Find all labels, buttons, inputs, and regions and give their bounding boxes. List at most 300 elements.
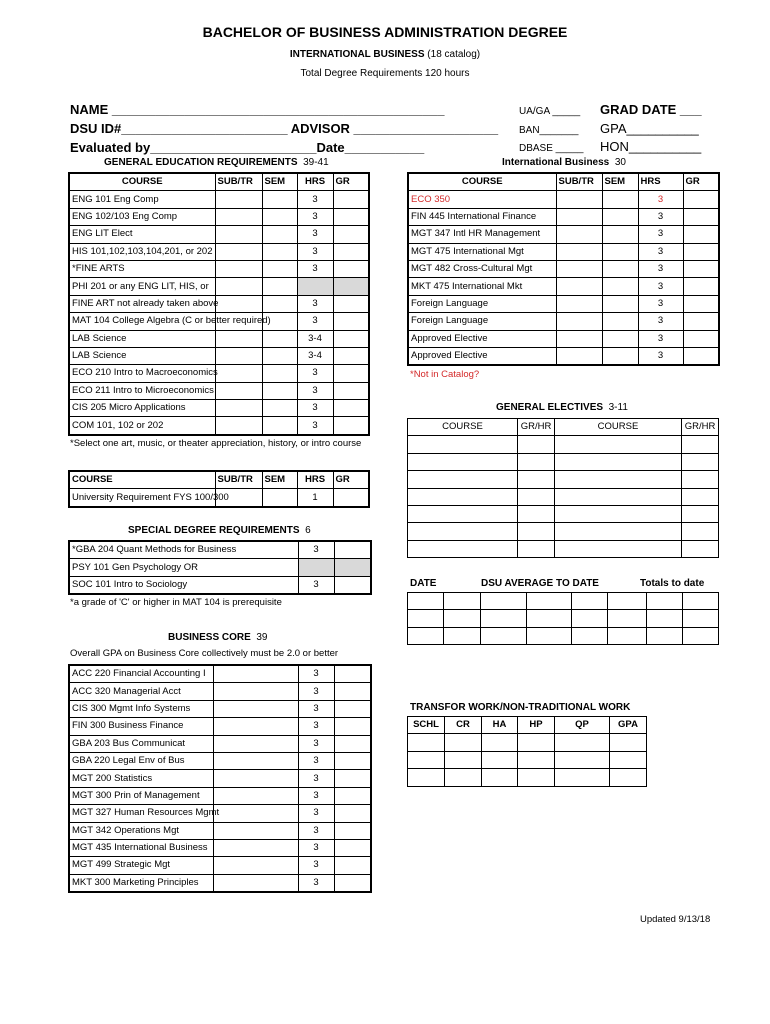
- course-cell: ECO 350: [408, 191, 556, 208]
- entry-cell[interactable]: [408, 610, 444, 627]
- course-cell: MGT 342 Operations Mgt: [69, 822, 213, 839]
- entry-cell[interactable]: [518, 436, 555, 453]
- sem-cell[interactable]: [262, 400, 297, 417]
- course-cell: MAT 104 College Algebra (C or better required): [69, 313, 215, 330]
- name-field[interactable]: NAME ______________________________________________: [70, 102, 445, 117]
- grade-cell[interactable]: [333, 243, 369, 260]
- transfer-title: TRANSFOR WORK/NON-TRADITIONAL WORK: [410, 702, 631, 713]
- table-row: [408, 593, 719, 610]
- course-cell: GBA 203 Bus Communicat: [69, 735, 213, 752]
- column-header: GR: [683, 173, 719, 191]
- entry-cell[interactable]: [444, 610, 481, 627]
- sem-cell[interactable]: [262, 243, 297, 260]
- table-header-row: [408, 717, 647, 734]
- column-header: SCHL: [408, 717, 445, 734]
- subtr-cell[interactable]: [556, 260, 602, 277]
- gen-ed-title: GENERAL EDUCATION REQUIREMENTS 39-41: [104, 157, 329, 168]
- entry-cell[interactable]: [608, 627, 647, 644]
- entry-cell[interactable]: [518, 453, 555, 470]
- table-row: [69, 665, 371, 683]
- entry-cell[interactable]: [555, 488, 682, 505]
- column-header: CR: [445, 717, 482, 734]
- entry-cell[interactable]: [683, 610, 719, 627]
- table-row: [69, 400, 369, 417]
- subtr-cell[interactable]: [556, 191, 602, 208]
- table-row: [69, 295, 369, 312]
- table-row: [69, 735, 371, 752]
- grade-cell[interactable]: [683, 347, 719, 365]
- sem-cell[interactable]: [602, 295, 638, 312]
- entry-cell[interactable]: [408, 769, 445, 786]
- subtr-cell[interactable]: [213, 839, 298, 856]
- sem-cell[interactable]: [602, 330, 638, 347]
- subtr-cell[interactable]: [213, 665, 298, 683]
- grade-cell[interactable]: [333, 191, 369, 208]
- grade-cell[interactable]: [683, 330, 719, 347]
- entry-cell[interactable]: [683, 627, 719, 644]
- course-cell: HIS 101,102,103,104,201, or 202: [69, 243, 215, 260]
- sem-cell[interactable]: [262, 330, 297, 347]
- entry-cell[interactable]: [518, 471, 555, 488]
- hrs-cell: 3: [298, 770, 334, 787]
- table-row: [69, 700, 371, 717]
- subtr-cell[interactable]: [556, 208, 602, 225]
- column-header: HRS: [297, 173, 333, 191]
- course-cell: ECO 211 Intro to Microeconomics: [69, 382, 215, 399]
- grade-cell[interactable]: [683, 208, 719, 225]
- grade-cell[interactable]: [683, 260, 719, 277]
- hrs-cell: 3: [298, 665, 334, 683]
- intl-note: *Not in Catalog?: [410, 369, 480, 380]
- hrs-cell: 3: [638, 191, 683, 208]
- sem-cell[interactable]: [602, 260, 638, 277]
- course-cell: *GBA 204 Quant Methods for Business: [69, 541, 298, 559]
- grade-cell[interactable]: [683, 243, 719, 260]
- ban-field[interactable]: BAN_______: [519, 125, 579, 136]
- entry-cell[interactable]: [444, 593, 481, 610]
- intl-title: International Business 30: [502, 157, 626, 168]
- subtr-cell[interactable]: [213, 770, 298, 787]
- grade-cell[interactable]: [334, 576, 371, 594]
- table-row: [408, 208, 719, 225]
- grade-cell[interactable]: [333, 260, 369, 277]
- subtr-cell[interactable]: [213, 683, 298, 700]
- course-cell: MKT 475 International Mkt: [408, 278, 556, 295]
- grade-cell[interactable]: [334, 541, 371, 559]
- entry-cell[interactable]: [408, 627, 444, 644]
- program-name: INTERNATIONAL BUSINESS: [289, 49, 425, 60]
- sem-cell[interactable]: [262, 347, 297, 364]
- grade-cell[interactable]: [683, 226, 719, 243]
- subtr-cell[interactable]: [213, 787, 298, 804]
- entry-cell[interactable]: [683, 593, 719, 610]
- entry-cell[interactable]: [682, 453, 719, 470]
- entry-cell[interactable]: [518, 488, 555, 505]
- subtr-cell[interactable]: [215, 191, 262, 208]
- sem-cell[interactable]: [602, 278, 638, 295]
- column-header: QP: [555, 717, 610, 734]
- course-cell: Approved Elective: [408, 330, 556, 347]
- table-row: [69, 226, 369, 243]
- business-core-note: Overall GPA on Business Core collectively must be 2.0 or better: [70, 648, 339, 659]
- entry-cell[interactable]: [518, 751, 555, 768]
- hrs-cell: 3: [298, 718, 334, 735]
- entry-cell[interactable]: [608, 610, 647, 627]
- entry-cell[interactable]: [572, 627, 608, 644]
- column-header: SUB/TR: [556, 173, 602, 191]
- gpa-field[interactable]: GPA__________: [600, 121, 699, 136]
- column-header: SEM: [262, 471, 297, 489]
- subtr-cell[interactable]: [215, 226, 262, 243]
- subtr-cell[interactable]: [556, 226, 602, 243]
- subtr-cell[interactable]: [215, 330, 262, 347]
- updated-date: Updated 9/13/18: [640, 914, 711, 925]
- subtr-cell[interactable]: [213, 752, 298, 769]
- subtr-cell[interactable]: [556, 278, 602, 295]
- sem-cell[interactable]: [602, 191, 638, 208]
- course-cell: PSY 101 Gen Psychology OR: [69, 559, 298, 576]
- subtr-cell[interactable]: [213, 700, 298, 717]
- entry-cell[interactable]: [682, 540, 719, 557]
- table-row: [408, 436, 719, 453]
- entry-cell[interactable]: [647, 627, 683, 644]
- subtr-cell[interactable]: [213, 735, 298, 752]
- subtr-cell[interactable]: [556, 313, 602, 330]
- grade-cell[interactable]: [333, 347, 369, 364]
- table-header-row: [69, 173, 369, 191]
- course-cell: University Requirement FYS 100/300: [69, 489, 215, 507]
- hrs-cell: 3: [298, 822, 334, 839]
- course-cell: ACC 220 Financial Accounting I: [69, 665, 213, 683]
- grade-cell[interactable]: [683, 191, 719, 208]
- sem-cell[interactable]: [262, 417, 297, 435]
- table-row: [69, 417, 369, 435]
- entry-cell[interactable]: [445, 751, 482, 768]
- entry-cell[interactable]: [682, 471, 719, 488]
- subtr-cell[interactable]: [556, 347, 602, 365]
- table-row: [69, 874, 371, 892]
- hrs-cell: 3: [638, 243, 683, 260]
- grade-cell[interactable]: [333, 226, 369, 243]
- grade-cell[interactable]: [683, 278, 719, 295]
- grade-cell[interactable]: [334, 874, 371, 892]
- entry-cell[interactable]: [610, 769, 647, 786]
- grade-cell[interactable]: [334, 805, 371, 822]
- hrs-cell: 3: [298, 683, 334, 700]
- grade-cell[interactable]: [333, 295, 369, 312]
- table-row: [69, 365, 369, 382]
- subtr-cell[interactable]: [215, 365, 262, 382]
- column-header: HRS: [638, 173, 683, 191]
- table-row: [408, 191, 719, 208]
- column-header: GPA: [610, 717, 647, 734]
- sem-cell[interactable]: [262, 191, 297, 208]
- column-header: GR/HR: [518, 419, 555, 436]
- program-catalog: (18 catalog): [427, 49, 481, 60]
- sem-cell[interactable]: [262, 365, 297, 382]
- grade-cell[interactable]: [333, 382, 369, 399]
- table-row: [69, 489, 369, 507]
- entry-cell[interactable]: [555, 453, 682, 470]
- entry-cell[interactable]: [481, 610, 527, 627]
- subtr-cell[interactable]: [215, 295, 262, 312]
- dsu-advisor-field[interactable]: DSU ID#_______________________ ADVISOR ____________________: [70, 121, 499, 136]
- sem-cell[interactable]: [262, 382, 297, 399]
- table-row: [408, 471, 719, 488]
- dsu-totals-label: Totals to date: [640, 578, 705, 589]
- column-header: COURSE: [69, 173, 215, 191]
- course-cell: ECO 210 Intro to Macroeconomics: [69, 365, 215, 382]
- grade-cell[interactable]: [334, 665, 371, 683]
- entry-cell[interactable]: [527, 593, 572, 610]
- sem-cell[interactable]: [262, 226, 297, 243]
- course-cell: FINE ART not already taken above: [69, 295, 215, 312]
- course-cell: Approved Elective: [408, 347, 556, 365]
- grade-cell[interactable]: [683, 295, 719, 312]
- grade-cell[interactable]: [333, 417, 369, 435]
- course-cell: ENG LIT Elect: [69, 226, 215, 243]
- entry-cell[interactable]: [518, 769, 555, 786]
- sem-cell[interactable]: [602, 347, 638, 365]
- hrs-cell: 3: [298, 576, 334, 594]
- entry-cell[interactable]: [555, 523, 682, 540]
- entry-cell[interactable]: [527, 627, 572, 644]
- hrs-cell: 3: [638, 313, 683, 330]
- column-header: GR: [333, 173, 369, 191]
- table-row: [69, 576, 371, 594]
- entry-cell[interactable]: [408, 488, 518, 505]
- grade-cell[interactable]: [333, 400, 369, 417]
- hrs-cell: 3: [297, 191, 333, 208]
- table-row: [69, 243, 369, 260]
- hrs-cell: 3: [638, 330, 683, 347]
- entry-cell[interactable]: [555, 734, 610, 751]
- entry-cell[interactable]: [408, 505, 518, 522]
- grade-cell[interactable]: [334, 857, 371, 874]
- sem-cell[interactable]: [262, 260, 297, 277]
- entry-cell[interactable]: [610, 734, 647, 751]
- table-row: [69, 191, 369, 208]
- entry-cell[interactable]: [408, 593, 444, 610]
- hrs-cell: 3: [298, 541, 334, 559]
- course-cell: MGT 327 Human Resources Mgmt: [69, 805, 213, 822]
- subtr-cell[interactable]: [215, 347, 262, 364]
- program-line: [0, 49, 770, 60]
- subtr-cell[interactable]: [556, 243, 602, 260]
- entry-cell[interactable]: [555, 436, 682, 453]
- hrs-cell: 3-4: [297, 347, 333, 364]
- hrs-cell: 3: [298, 752, 334, 769]
- grade-cell[interactable]: [683, 313, 719, 330]
- grad-date-field[interactable]: GRAD DATE ___: [600, 102, 702, 117]
- table-row: [69, 541, 371, 559]
- grade-cell[interactable]: [333, 330, 369, 347]
- sem-cell[interactable]: [602, 226, 638, 243]
- sem-cell[interactable]: [262, 489, 297, 507]
- dsu-avg-header: DATE: [410, 578, 437, 589]
- hrs-cell: 3: [638, 260, 683, 277]
- hrs-cell: [297, 278, 333, 295]
- subtr-cell[interactable]: [556, 330, 602, 347]
- sem-cell[interactable]: [262, 208, 297, 225]
- entry-cell[interactable]: [481, 593, 527, 610]
- gen-electives-title: GENERAL ELECTIVES 3-11: [496, 402, 628, 413]
- grade-cell[interactable]: [334, 787, 371, 804]
- sem-cell[interactable]: [602, 208, 638, 225]
- subtr-cell[interactable]: [215, 417, 262, 435]
- hrs-cell: 3: [297, 243, 333, 260]
- column-header: COURSE: [408, 419, 518, 436]
- table-row: [408, 627, 719, 644]
- entry-cell[interactable]: [408, 523, 518, 540]
- subtr-cell[interactable]: [213, 857, 298, 874]
- entry-cell[interactable]: [572, 610, 608, 627]
- course-cell: MGT 499 Strategic Mgt: [69, 857, 213, 874]
- column-header: GR/HR: [682, 419, 719, 436]
- subtr-cell[interactable]: [556, 295, 602, 312]
- entry-cell[interactable]: [444, 627, 481, 644]
- grade-cell[interactable]: [333, 489, 369, 507]
- table-row: [69, 208, 369, 225]
- grade-cell[interactable]: [334, 683, 371, 700]
- dbase-field[interactable]: DBASE _____: [519, 143, 584, 154]
- table-header-row: [408, 173, 719, 191]
- grade-cell[interactable]: [333, 365, 369, 382]
- entry-cell[interactable]: [527, 610, 572, 627]
- entry-cell[interactable]: [408, 751, 445, 768]
- entry-cell[interactable]: [647, 593, 683, 610]
- subtr-cell[interactable]: [215, 243, 262, 260]
- subtr-cell[interactable]: [215, 208, 262, 225]
- sem-cell[interactable]: [262, 278, 297, 295]
- business-core-table: [68, 664, 372, 893]
- subtr-cell[interactable]: [213, 805, 298, 822]
- entry-cell[interactable]: [610, 751, 647, 768]
- entry-cell[interactable]: [682, 488, 719, 505]
- column-header: COURSE: [555, 419, 682, 436]
- sem-cell[interactable]: [602, 313, 638, 330]
- grade-cell[interactable]: [334, 822, 371, 839]
- course-cell: COM 101, 102 or 202: [69, 417, 215, 435]
- course-cell: ENG 102/103 Eng Comp: [69, 208, 215, 225]
- table-row: [408, 347, 719, 365]
- table-row: [408, 313, 719, 330]
- table-row: [408, 751, 647, 768]
- table-row: [69, 347, 369, 364]
- subtr-cell[interactable]: [215, 382, 262, 399]
- hrs-cell: 3: [298, 805, 334, 822]
- sem-cell[interactable]: [262, 295, 297, 312]
- table-row: [69, 787, 371, 804]
- subtr-cell[interactable]: [215, 278, 262, 295]
- entry-cell[interactable]: [572, 593, 608, 610]
- entry-cell[interactable]: [555, 751, 610, 768]
- grade-cell[interactable]: [334, 770, 371, 787]
- entry-cell[interactable]: [482, 751, 518, 768]
- course-cell: MGT 482 Cross-Cultural Mgt: [408, 260, 556, 277]
- evaluated-date-field[interactable]: Evaluated by_______________________Date___________: [70, 140, 425, 155]
- entry-cell[interactable]: [555, 471, 682, 488]
- subtr-cell[interactable]: [215, 260, 262, 277]
- entry-cell[interactable]: [682, 505, 719, 522]
- entry-cell[interactable]: [518, 523, 555, 540]
- entry-cell[interactable]: [555, 540, 682, 557]
- table-row: [69, 857, 371, 874]
- hrs-cell: 3: [298, 874, 334, 892]
- table-row: [408, 769, 647, 786]
- table-row: [408, 488, 719, 505]
- table-row: [408, 295, 719, 312]
- dsu-avg-table: [407, 592, 719, 645]
- column-header: SUB/TR: [215, 471, 262, 489]
- entry-cell[interactable]: [445, 769, 482, 786]
- hrs-cell: 3: [297, 260, 333, 277]
- grade-cell[interactable]: [334, 559, 371, 576]
- grade-cell[interactable]: [333, 313, 369, 330]
- subtr-cell[interactable]: [213, 874, 298, 892]
- entry-cell[interactable]: [408, 436, 518, 453]
- entry-cell[interactable]: [408, 734, 445, 751]
- entry-cell[interactable]: [481, 627, 527, 644]
- entry-cell[interactable]: [482, 769, 518, 786]
- subtr-cell[interactable]: [213, 822, 298, 839]
- hrs-cell: 3: [297, 226, 333, 243]
- entry-cell[interactable]: [555, 769, 610, 786]
- entry-cell[interactable]: [608, 593, 647, 610]
- subtr-cell[interactable]: [215, 400, 262, 417]
- table-row: [69, 718, 371, 735]
- grade-cell[interactable]: [333, 278, 369, 295]
- entry-cell[interactable]: [445, 734, 482, 751]
- subtr-cell[interactable]: [213, 718, 298, 735]
- sem-cell[interactable]: [602, 243, 638, 260]
- entry-cell[interactable]: [555, 505, 682, 522]
- grade-cell[interactable]: [334, 718, 371, 735]
- course-cell: FIN 445 International Finance: [408, 208, 556, 225]
- entry-cell[interactable]: [408, 453, 518, 470]
- entry-cell[interactable]: [408, 471, 518, 488]
- entry-cell[interactable]: [518, 540, 555, 557]
- entry-cell[interactable]: [482, 734, 518, 751]
- uaga-field[interactable]: UA/GA _____: [519, 106, 581, 117]
- hon-field[interactable]: HON__________: [600, 139, 702, 154]
- entry-cell[interactable]: [682, 523, 719, 540]
- hrs-cell: 3: [298, 787, 334, 804]
- course-cell: CIS 300 Mgmt Info Systems: [69, 700, 213, 717]
- entry-cell[interactable]: [408, 540, 518, 557]
- table-row: [69, 330, 369, 347]
- entry-cell[interactable]: [518, 734, 555, 751]
- entry-cell[interactable]: [518, 505, 555, 522]
- table-row: [69, 382, 369, 399]
- table-row: [69, 260, 369, 277]
- grade-cell[interactable]: [334, 752, 371, 769]
- grade-cell[interactable]: [334, 700, 371, 717]
- grade-cell[interactable]: [334, 839, 371, 856]
- column-header: HA: [482, 717, 518, 734]
- special-title: SPECIAL DEGREE REQUIREMENTS 6: [128, 525, 311, 536]
- hrs-cell: 3: [638, 226, 683, 243]
- business-core-title: BUSINESS CORE 39: [168, 632, 268, 643]
- entry-cell[interactable]: [647, 610, 683, 627]
- grade-cell[interactable]: [333, 208, 369, 225]
- entry-cell[interactable]: [682, 436, 719, 453]
- column-header: GR: [333, 471, 369, 489]
- table-row: [408, 505, 719, 522]
- table-row: [408, 226, 719, 243]
- grade-cell[interactable]: [334, 735, 371, 752]
- course-cell: MGT 435 International Business: [69, 839, 213, 856]
